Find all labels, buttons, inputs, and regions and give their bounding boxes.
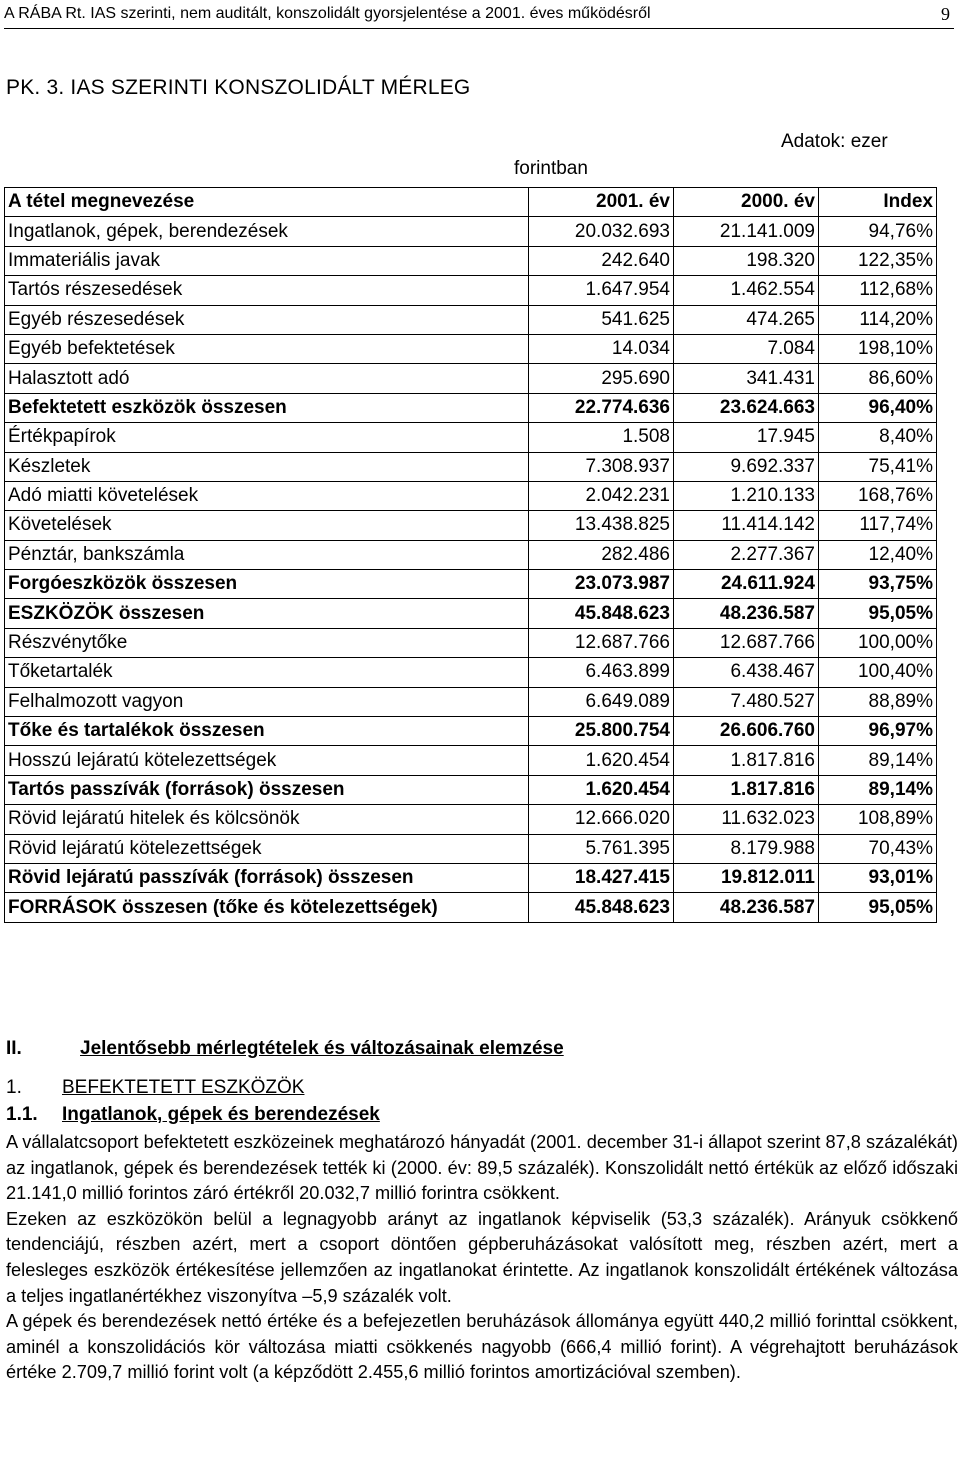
table-row (5, 628, 937, 657)
table-row (5, 334, 937, 363)
subsection-1-number: 1. (6, 1077, 22, 1098)
body-text (6, 1130, 958, 1386)
balance-sheet-table (4, 187, 937, 923)
table-row (5, 570, 937, 599)
table-row (5, 246, 937, 275)
row-value-2001: 242.640 (529, 246, 674, 275)
row-index: 93,75% (819, 570, 937, 599)
row-value-2000: 11.414.142 (674, 511, 819, 540)
row-value-2001: 295.690 (529, 364, 674, 393)
row-item-name: FORRÁSOK összesen (tőke és kötelezettségek) (5, 893, 529, 922)
row-item-name: Rövid lejáratú hitelek és kölcsönök (5, 805, 529, 834)
table-row (5, 863, 937, 892)
row-value-2001: 1.620.454 (529, 775, 674, 804)
row-value-2001: 22.774.636 (529, 393, 674, 422)
table-row (5, 893, 937, 922)
row-value-2001: 25.800.754 (529, 717, 674, 746)
row-item-name: Rövid lejáratú kötelezettségek (5, 834, 529, 863)
row-value-2001: 1.620.454 (529, 746, 674, 775)
row-item-name: Tartós passzívák (források) összesen (5, 775, 529, 804)
row-index: 198,10% (819, 334, 937, 363)
row-value-2000: 48.236.587 (674, 599, 819, 628)
row-item-name: Hosszú lejáratú kötelezettségek (5, 746, 529, 775)
row-item-name: Ingatlanok, gépek, berendezések (5, 217, 529, 246)
row-value-2000: 19.812.011 (674, 863, 819, 892)
table-row (5, 599, 937, 628)
table-row (5, 423, 937, 452)
row-index: 95,05% (819, 599, 937, 628)
row-value-2001: 282.486 (529, 540, 674, 569)
table-row (5, 305, 937, 334)
row-item-name: Halasztott adó (5, 364, 529, 393)
row-value-2000: 48.236.587 (674, 893, 819, 922)
page-header (4, 4, 954, 29)
row-index: 168,76% (819, 481, 937, 510)
row-value-2001: 13.438.825 (529, 511, 674, 540)
row-index: 88,89% (819, 687, 937, 716)
row-value-2001: 2.042.231 (529, 481, 674, 510)
row-value-2000: 9.692.337 (674, 452, 819, 481)
header-year-2001: 2001. év (529, 188, 674, 217)
row-item-name: Befektetett eszközök összesen (5, 393, 529, 422)
subsection-1-heading (6, 1077, 304, 1099)
row-index: 122,35% (819, 246, 937, 275)
row-value-2000: 2.277.367 (674, 540, 819, 569)
row-value-2000: 26.606.760 (674, 717, 819, 746)
row-index: 94,76% (819, 217, 937, 246)
row-value-2001: 6.463.899 (529, 658, 674, 687)
row-value-2000: 6.438.467 (674, 658, 819, 687)
table-row (5, 540, 937, 569)
row-item-name: Értékpapírok (5, 423, 529, 452)
section-2-number: II. (6, 1038, 22, 1059)
row-value-2001: 5.761.395 (529, 834, 674, 863)
subsection-1-1-heading (6, 1104, 380, 1126)
paragraph: Ezeken az eszközökön belül a legnagyobb arányt az ingatlanok képviselik (53,3 százalék). Arányuk csökkenő tendenciájú, részben azért, mert a csoport döntően gépberuházásokat valósított meg, részben azért, mert a felesleges eszközök értékesítése jellemzően az ingatlanokat érintette. Az ingatlanok konszolidált értékének változása a teljes ingatlanértékhez viszonyítva –5,9 százalék volt. (6, 1208, 958, 1306)
row-item-name: Tartós részesedések (5, 276, 529, 305)
row-value-2001: 14.034 (529, 334, 674, 363)
row-index: 12,40% (819, 540, 937, 569)
row-value-2000: 1.817.816 (674, 775, 819, 804)
table-row (5, 775, 937, 804)
header-item-name: A tétel megnevezése (5, 188, 529, 217)
row-value-2000: 7.480.527 (674, 687, 819, 716)
row-item-name: Adó miatti követelések (5, 481, 529, 510)
units-note-line1: Adatok: ezer (781, 131, 888, 152)
table-row (5, 217, 937, 246)
row-item-name: Forgóeszközök összesen (5, 570, 529, 599)
row-value-2000: 17.945 (674, 423, 819, 452)
row-item-name: Részvénytőke (5, 628, 529, 657)
row-value-2001: 45.848.623 (529, 893, 674, 922)
paragraph: A vállalatcsoport befektetett eszközeinek meghatározó hányadát (2001. december 31-i állapot szerint 87,8 százalékát) az ingatlanok, gépek és berendezések tették ki (2000. év: 89,5 százalék). Konszolidált nettó értékük az előző időszaki 21.141,0 millió forintos záró értékről 20.032,7 millió forintra csökkent. (6, 1132, 958, 1204)
row-index: 96,40% (819, 393, 937, 422)
header-year-2000: 2000. év (674, 188, 819, 217)
row-value-2001: 7.308.937 (529, 452, 674, 481)
row-item-name: Követelések (5, 511, 529, 540)
row-value-2001: 12.666.020 (529, 805, 674, 834)
row-index: 100,40% (819, 658, 937, 687)
row-index: 89,14% (819, 746, 937, 775)
subsection-1-1-number: 1.1. (6, 1104, 38, 1125)
row-item-name: Egyéb befektetések (5, 334, 529, 363)
row-value-2001: 1.508 (529, 423, 674, 452)
table-row (5, 687, 937, 716)
row-value-2001: 6.649.089 (529, 687, 674, 716)
row-value-2001: 45.848.623 (529, 599, 674, 628)
row-item-name: Egyéb részesedések (5, 305, 529, 334)
table-row (5, 805, 937, 834)
row-index: 114,20% (819, 305, 937, 334)
units-note-line2: forintban (514, 158, 588, 179)
header-index: Index (819, 188, 937, 217)
row-value-2000: 1.817.816 (674, 746, 819, 775)
row-item-name: Pénztár, bankszámla (5, 540, 529, 569)
row-index: 100,00% (819, 628, 937, 657)
row-value-2000: 21.141.009 (674, 217, 819, 246)
table-row (5, 452, 937, 481)
row-index: 75,41% (819, 452, 937, 481)
table-row (5, 481, 937, 510)
paragraph: A gépek és berendezések nettó értéke és a befejezetlen beruházások állománya együtt 440,2 millió forinttal csökkent, aminél a konszolidációs kör változása miatti csökkenés nagyobb (666,4 millió forint). A végrehajtott beruházások értéke 2.709,7 millió forint volt (a képződött 2.455,6 millió forintos amortizációval szemben). (6, 1311, 958, 1383)
row-value-2000: 7.084 (674, 334, 819, 363)
row-index: 8,40% (819, 423, 937, 452)
row-value-2000: 1.462.554 (674, 276, 819, 305)
row-item-name: Rövid lejáratú passzívák (források) összesen (5, 863, 529, 892)
table-row (5, 511, 937, 540)
page-number: 9 (941, 4, 950, 24)
subsection-1-1-title: Ingatlanok, gépek és berendezések (62, 1104, 380, 1125)
section-2-title: Jelentősebb mérlegtételek és változásainak elemzése (80, 1038, 564, 1059)
table-row (5, 364, 937, 393)
row-value-2000: 23.624.663 (674, 393, 819, 422)
table-row (5, 834, 937, 863)
row-index: 108,89% (819, 805, 937, 834)
row-value-2001: 20.032.693 (529, 217, 674, 246)
row-index: 93,01% (819, 863, 937, 892)
balance-sheet-title: PK. 3. IAS SZERINTI KONSZOLIDÁLT MÉRLEG (6, 76, 471, 99)
table-row (5, 717, 937, 746)
row-item-name: ESZKÖZÖK összesen (5, 599, 529, 628)
row-index: 86,60% (819, 364, 937, 393)
header-title: A RÁBA Rt. IAS szerinti, nem auditált, konszolidált gyorsjelentése a 2001. éves működésről (4, 5, 651, 22)
row-index: 112,68% (819, 276, 937, 305)
section-2-heading (6, 1038, 564, 1060)
table-header-row (5, 188, 937, 217)
table-row (5, 746, 937, 775)
row-value-2000: 11.632.023 (674, 805, 819, 834)
row-item-name: Felhalmozott vagyon (5, 687, 529, 716)
row-value-2000: 24.611.924 (674, 570, 819, 599)
table-row (5, 393, 937, 422)
table-row (5, 658, 937, 687)
row-index: 117,74% (819, 511, 937, 540)
table-row (5, 276, 937, 305)
row-index: 95,05% (819, 893, 937, 922)
row-index: 70,43% (819, 834, 937, 863)
row-item-name: Tőketartalék (5, 658, 529, 687)
row-index: 96,97% (819, 717, 937, 746)
row-value-2000: 474.265 (674, 305, 819, 334)
row-value-2000: 8.179.988 (674, 834, 819, 863)
row-value-2001: 18.427.415 (529, 863, 674, 892)
row-value-2000: 341.431 (674, 364, 819, 393)
row-value-2001: 541.625 (529, 305, 674, 334)
row-value-2000: 198.320 (674, 246, 819, 275)
row-index: 89,14% (819, 775, 937, 804)
subsection-1-title: BEFEKTETETT ESZKÖZÖK (62, 1077, 305, 1098)
row-item-name: Készletek (5, 452, 529, 481)
row-item-name: Immateriális javak (5, 246, 529, 275)
row-value-2000: 12.687.766 (674, 628, 819, 657)
row-value-2000: 1.210.133 (674, 481, 819, 510)
row-value-2001: 23.073.987 (529, 570, 674, 599)
row-value-2001: 12.687.766 (529, 628, 674, 657)
row-value-2001: 1.647.954 (529, 276, 674, 305)
row-item-name: Tőke és tartalékok összesen (5, 717, 529, 746)
